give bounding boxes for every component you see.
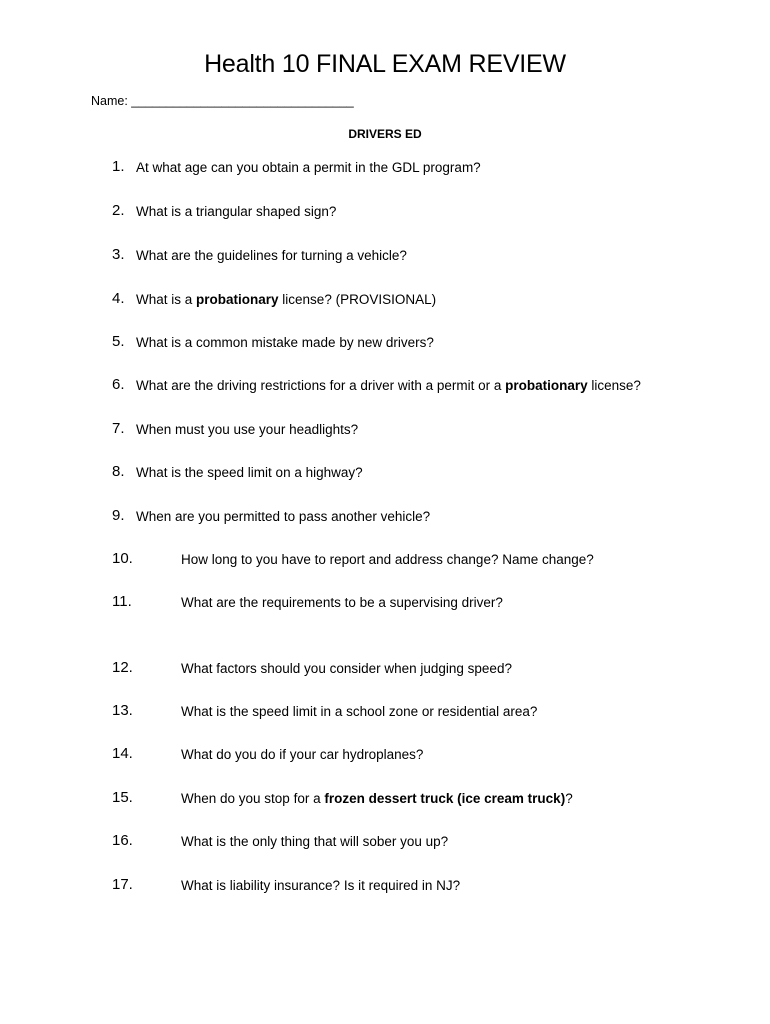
question-text xyxy=(181,661,512,676)
question-text xyxy=(136,335,434,350)
question-text-part: What is the speed limit in a school zone or residential area? xyxy=(181,704,538,719)
question-number: 15. xyxy=(112,789,133,806)
question-text xyxy=(181,791,573,806)
question-text-part: What is the only thing that will sober you up? xyxy=(181,834,449,849)
question-text-part: What is a common mistake made by new drivers? xyxy=(136,335,434,350)
page-title: Health 10 FINAL EXAM REVIEW xyxy=(204,50,566,78)
question-number: 11. xyxy=(112,593,132,610)
question-number: 16. xyxy=(112,832,133,849)
question-text-part: At what age can you obtain a permit in the GDL program? xyxy=(136,160,481,175)
question-text-part: What factors should you consider when judging speed? xyxy=(181,661,512,676)
question-text xyxy=(136,422,358,437)
question-text-part: What is the speed limit on a highway? xyxy=(136,465,363,480)
question-text-part: What is a triangular shaped sign? xyxy=(136,204,337,219)
question-emphasis: frozen dessert truck (ice cream truck) xyxy=(324,791,566,806)
question-text xyxy=(181,595,503,610)
question-text-part: ? xyxy=(565,791,573,806)
question-text xyxy=(181,834,448,849)
question-number: 1. xyxy=(112,158,125,175)
question-text-part: What do you do if your car hydroplanes? xyxy=(181,747,424,762)
question-number: 14. xyxy=(112,745,133,762)
question-text xyxy=(136,465,363,480)
question-emphasis: probationary xyxy=(505,378,588,393)
question-text xyxy=(136,160,481,175)
question-text xyxy=(136,378,641,393)
name-field-line: Name: ________________________________ xyxy=(91,94,354,108)
question-text-part: What are the requirements to be a supervising driver? xyxy=(181,595,503,610)
question-text-part: What is liability insurance? Is it required in NJ? xyxy=(181,878,461,893)
question-emphasis: probationary xyxy=(196,292,279,307)
question-text xyxy=(136,509,430,524)
question-number: 12. xyxy=(112,659,133,676)
question-text xyxy=(136,248,407,263)
question-number: 17. xyxy=(112,876,133,893)
question-text xyxy=(136,292,436,307)
question-number: 5. xyxy=(112,333,125,350)
question-number: 8. xyxy=(112,463,125,480)
question-text-part: When do you stop for a xyxy=(181,791,325,806)
question-number: 13. xyxy=(112,702,133,719)
question-text xyxy=(181,704,537,719)
question-text-part: license? xyxy=(587,378,641,393)
question-number: 9. xyxy=(112,507,125,524)
question-text-part: When must you use your headlights? xyxy=(136,422,359,437)
question-text-part: What are the driving restrictions for a driver with a permit or a xyxy=(136,378,506,393)
question-text-part: What is a xyxy=(136,292,197,307)
question-text xyxy=(181,747,423,762)
question-number: 10. xyxy=(112,550,133,567)
question-text xyxy=(181,552,594,567)
question-text xyxy=(181,878,460,893)
question-number: 7. xyxy=(112,420,125,437)
section-heading: DRIVERS ED xyxy=(348,127,422,141)
question-text-part: license? (PROVISIONAL) xyxy=(278,292,437,307)
question-number: 3. xyxy=(112,246,125,263)
question-text-part: How long to you have to report and address change? Name change? xyxy=(181,552,594,567)
question-number: 4. xyxy=(112,290,125,307)
question-text xyxy=(136,204,336,219)
question-text-part: When are you permitted to pass another vehicle? xyxy=(136,509,431,524)
question-number: 2. xyxy=(112,202,125,219)
question-text-part: What are the guidelines for turning a vehicle? xyxy=(136,248,407,263)
question-number: 6. xyxy=(112,376,125,393)
